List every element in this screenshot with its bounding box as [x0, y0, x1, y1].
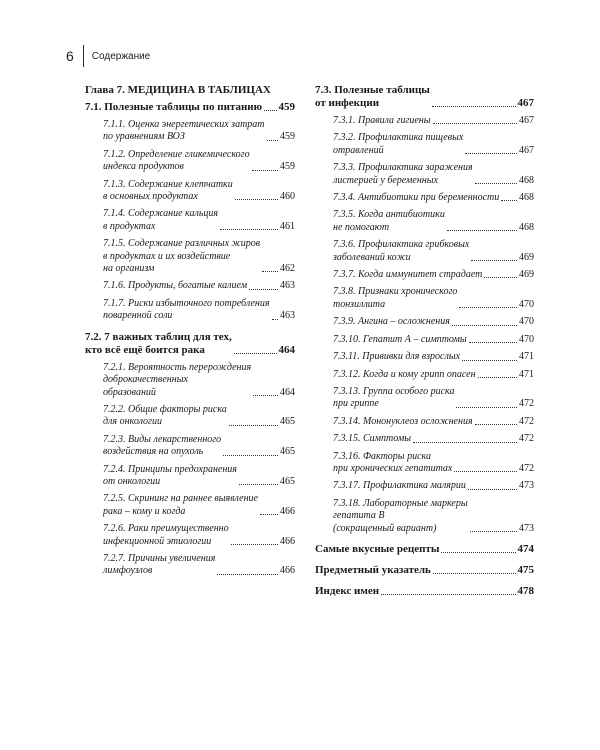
toc-page-number: 472	[519, 462, 534, 474]
dot-leader	[433, 573, 516, 574]
toc-page-number: 467	[519, 115, 534, 126]
toc-page-number: 465	[280, 416, 295, 428]
toc-entry	[315, 585, 534, 598]
dot-leader	[501, 200, 517, 201]
toc-entry-label: 7.1.3. Содержание клетчатки в основных продуктах	[103, 178, 233, 203]
toc-page-number: 473	[519, 480, 534, 492]
toc-page-number: 475	[517, 563, 534, 576]
toc-entry	[333, 132, 534, 157]
toc-page-number: 469	[519, 251, 534, 263]
toc-page-number: 467	[517, 97, 534, 109]
dot-leader	[252, 170, 278, 171]
toc-entry	[315, 564, 534, 577]
toc-entry	[333, 386, 534, 411]
toc-entry-label: 7.3.13. Группа особого риска при гриппе	[333, 385, 455, 410]
dot-leader	[381, 594, 515, 595]
toc-page-number: 459	[280, 131, 295, 143]
toc-page-number: 466	[280, 535, 295, 547]
dot-leader	[441, 552, 515, 553]
toc-entry-label: 7.2.6. Раки преимущественно инфекционной этиологии	[103, 523, 229, 547]
toc-entry	[103, 404, 295, 429]
header-divider	[83, 45, 84, 67]
dot-leader	[249, 289, 278, 290]
toc-section-label: 7.3. Полезные таблицы от инфекции	[315, 84, 430, 109]
dot-leader	[235, 199, 278, 200]
toc-entry	[315, 543, 534, 556]
toc-section-7-2	[85, 331, 295, 357]
toc-entry-label: 7.1.1. Оценка энергетических затрат по уравнениям ВОЗ	[103, 119, 265, 143]
toc-page-number: 459	[278, 101, 295, 113]
toc-entry	[103, 238, 295, 275]
toc-page-number: 463	[280, 310, 295, 322]
toc-entry-label: 7.3.7. Когда иммунитет страдает	[333, 269, 483, 281]
toc-entry-label: 7.1.6. Продукты, богатые калием	[103, 280, 248, 292]
dot-leader	[432, 106, 516, 107]
chapter-title: Глава 7. МЕДИЦИНА В ТАБЛИЦАХ	[85, 84, 271, 96]
toc-left-column	[85, 84, 295, 583]
dot-leader	[262, 271, 278, 272]
toc-page-number: 460	[280, 191, 295, 203]
toc-page-number: 471	[519, 368, 534, 380]
toc-page-number: 459	[280, 161, 295, 173]
toc-entry-label: 7.3.4. Антибиотики при беременности	[333, 192, 500, 204]
toc-entry-label: 7.2.2. Общие факторы риска для онкологии	[103, 403, 227, 428]
dot-leader	[231, 544, 278, 545]
toc-entry-label: 7.3.15. Симптомы	[333, 433, 412, 445]
toc-entry-label: 7.3.3. Профилактика заражения листерией у беременных	[333, 162, 473, 186]
dot-leader	[459, 307, 517, 308]
toc-entry	[103, 179, 295, 204]
toc-entry	[333, 316, 534, 328]
dot-leader	[452, 325, 517, 326]
toc-section-7-3	[315, 84, 534, 110]
toc-entry	[333, 351, 534, 363]
dot-leader	[220, 229, 278, 230]
toc-section-label: 7.1. Полезные таблицы по питанию	[85, 101, 263, 113]
toc-entry-label: 7.3.1. Правила гигиены	[333, 115, 431, 126]
toc-entry	[103, 298, 295, 323]
toc-section-7-1	[85, 101, 295, 114]
toc-entry	[333, 334, 534, 346]
dot-leader	[462, 360, 517, 361]
toc-entry	[103, 523, 295, 548]
toc-entry	[103, 119, 295, 144]
dot-leader	[465, 153, 517, 154]
toc-entry	[333, 239, 534, 264]
dot-leader	[475, 424, 517, 425]
toc-subsection-list	[85, 362, 295, 578]
toc-page-number: 472	[519, 415, 534, 427]
toc-entry-label: 7.3.11. Прививки для взрослых	[333, 351, 461, 363]
page-header	[66, 44, 150, 68]
toc-entry-label: 7.3.16. Факторы риска при хронических гепатитах	[333, 450, 453, 474]
toc-subsection-list	[85, 119, 295, 323]
toc-page-number: 462	[280, 263, 295, 275]
toc-entry-label: 7.3.8. Признаки хронического тонзиллита	[333, 286, 458, 310]
toc-page-number: 466	[280, 505, 295, 517]
toc-entry	[333, 498, 534, 535]
toc-page-number: 472	[519, 433, 534, 445]
dot-leader	[413, 442, 517, 443]
toc-entry	[103, 280, 295, 292]
toc-entry	[103, 434, 295, 459]
toc-entry-label: 7.2.4. Принципы предохранения от онкологии	[103, 463, 237, 487]
toc-page-number: 470	[519, 316, 534, 328]
toc-right-column	[315, 84, 534, 604]
toc-entry-label: 7.3.12. Когда и кому грипп опасен	[333, 368, 476, 380]
toc-page-number: 468	[519, 174, 534, 186]
dot-leader	[229, 425, 278, 426]
toc-entry-label: 7.2.3. Виды лекарственного воздействия на опухоль	[103, 433, 222, 458]
toc-entry	[333, 369, 534, 381]
toc-entry-label: 7.1.4. Содержание кальция в продуктах	[103, 208, 219, 232]
toc-entry	[333, 480, 534, 492]
toc-entry	[333, 192, 534, 204]
toc-entry	[333, 451, 534, 476]
toc-page-number: 461	[280, 220, 295, 232]
toc-entry-label: 7.1.5. Содержание различных жиров в продуктах и их воздействие на организм	[103, 238, 261, 275]
toc-page-number: 471	[519, 351, 534, 363]
dot-leader	[454, 471, 517, 472]
dot-leader	[217, 574, 278, 575]
dot-leader	[223, 455, 278, 456]
toc-entry	[333, 269, 534, 281]
toc-section-label: 7.2. 7 важных таблиц для тех, кто всё ещё боится рака	[85, 330, 232, 356]
toc-entry-label: 7.3.17. Профилактика малярии	[333, 480, 466, 492]
toc-page-number: 469	[519, 269, 534, 281]
toc-entry-label: Самые вкусные рецепты	[315, 542, 440, 555]
dot-leader	[471, 260, 517, 261]
dot-leader	[239, 484, 278, 485]
toc-page-number: 463	[280, 280, 295, 292]
dot-leader	[267, 140, 278, 141]
toc-entry	[103, 464, 295, 489]
toc-entry	[333, 286, 534, 311]
toc-entry-label: 7.3.9. Ангина – осложнения	[333, 316, 450, 328]
toc-entry	[333, 433, 534, 445]
toc-page-number: 470	[519, 298, 534, 310]
toc-entry-label: 7.1.7. Риски избыточного потребления поваренной соли	[103, 297, 270, 322]
toc-entry-label: Индекс имен	[315, 584, 380, 597]
dot-leader	[468, 489, 517, 490]
toc-entry-label: 7.1.2. Определение гликемического индекса продуктов	[103, 148, 250, 173]
toc-entry	[103, 553, 295, 578]
toc-entry	[333, 162, 534, 187]
toc-entry-label: 7.2.7. Причины увеличения лимфоузлов	[103, 552, 216, 577]
toc-entry	[333, 416, 534, 428]
dot-leader	[433, 123, 517, 124]
toc-page-number: 464	[280, 386, 295, 398]
toc-page-number: 465	[280, 475, 295, 487]
dot-leader	[484, 277, 517, 278]
dot-leader	[475, 183, 517, 184]
toc-page-number: 467	[519, 144, 534, 156]
toc-entry	[333, 209, 534, 234]
page-number: 6	[66, 48, 74, 64]
toc-entry-label: 7.2.1. Вероятность перерождения доброкачественных образований	[103, 361, 252, 398]
toc-entry-label: Предметный указатель	[315, 563, 431, 576]
toc-extras-list	[315, 543, 534, 598]
toc-entry-label: 7.3.2. Профилактика пищевых отравлений	[333, 132, 464, 156]
toc-page-number: 470	[519, 333, 534, 345]
dot-leader	[469, 342, 517, 343]
dot-leader	[478, 377, 517, 378]
toc-entry-label: 7.3.10. Гепатит А – симптомы	[333, 333, 467, 345]
dot-leader	[253, 395, 278, 396]
dot-leader	[272, 319, 279, 320]
toc-page-number: 472	[519, 398, 534, 410]
dot-leader	[264, 110, 276, 111]
toc-entry-label: 7.3.14. Мононуклеоз осложнения	[333, 415, 473, 427]
header-title: Содержание	[91, 50, 151, 62]
toc-page-number: 473	[519, 522, 534, 534]
toc-entry	[103, 149, 295, 174]
toc-entry	[333, 115, 534, 127]
toc-entry-label: 7.3.18. Лабораторные маркеры гепатита В (сокращенный вариант)	[333, 497, 468, 534]
toc-entry-label: 7.2.5. Скрининг на раннее выявление рака – кому и когда	[103, 493, 258, 517]
toc-subsection-list	[315, 115, 534, 535]
toc-page-number: 468	[519, 192, 534, 204]
toc-entry	[103, 208, 295, 233]
dot-leader	[260, 514, 278, 515]
dot-leader	[234, 353, 277, 354]
toc-entry	[103, 362, 295, 399]
toc-entry-label: 7.3.6. Профилактика грибковых заболеваний кожи	[333, 239, 470, 263]
toc-entry-label: 7.3.5. Когда антибиотики не помогают	[333, 209, 445, 233]
dot-leader	[470, 531, 517, 532]
dot-leader	[456, 407, 517, 408]
toc-page-number: 468	[519, 221, 534, 233]
toc-page-number: 464	[278, 343, 295, 356]
toc-page-number: 474	[517, 542, 534, 555]
dot-leader	[447, 230, 517, 231]
toc-entry	[103, 493, 295, 518]
toc-page-number: 465	[280, 446, 295, 458]
toc-page-number: 466	[280, 565, 295, 577]
toc-page-number: 478	[517, 584, 534, 597]
